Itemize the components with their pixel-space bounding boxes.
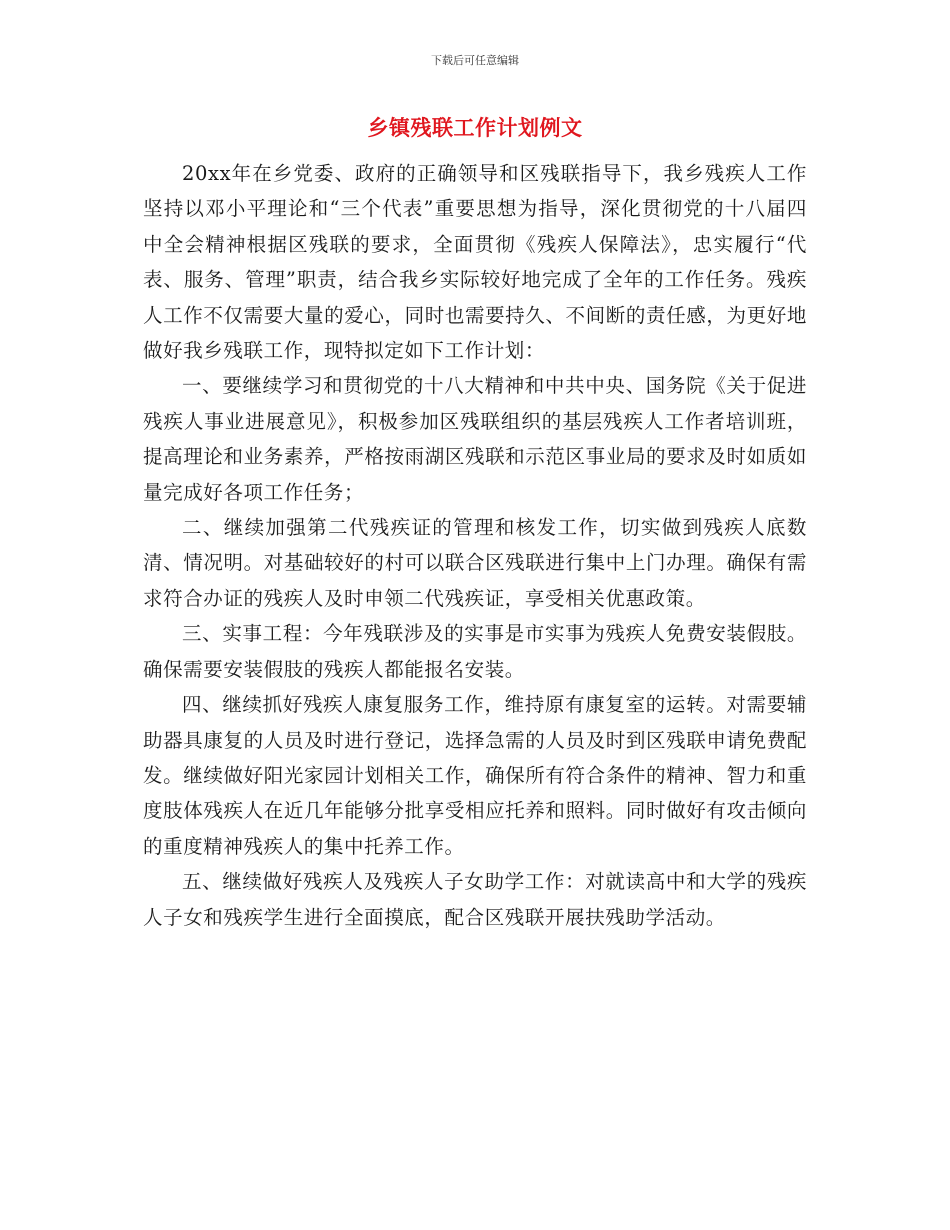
paragraph-item-3: 三、实事工程：今年残联涉及的实事是市实事为残疾人免费安装假肢。确保需要安装假肢的残疾人都能报名安装。 [143,622,807,681]
document-body [143,156,807,935]
document-title: 乡镇残联工作计划例文 [367,116,583,140]
paragraph-intro: 20xx年在乡党委、政府的正确领导和区残联指导下，我乡残疾人工作坚持以邓小平理论和“三个代表”重要思想为指导，深化贯彻党的十八届四中全会精神根据区残联的要求，全面贯彻《残疾人保障法》，忠实履行“代表、服务、管理”职责，结合我乡实际较好地完成了全年的工作任务。残疾人工作不仅需要大量的爱心，同时也需要持久、不间断的责任感，为更好地做好我乡残联工作，现特拟定如下工作计划： [143,162,807,363]
header-note: 下载后可任意编辑 [431,54,519,67]
paragraph-item-2: 二、继续加强第二代残疾证的管理和核发工作，切实做到残疾人底数清、情况明。对基础较好的村可以联合区残联进行集中上门办理。确保有需求符合办证的残疾人及时申领二代残疾证，享受相关优惠政策。 [143,516,807,610]
paragraph-item-1: 一、要继续学习和贯彻党的十八大精神和中共中央、国务院《关于促进残疾人事业进展意见》，积极参加区残联组织的基层残疾人工作者培训班，提高理论和业务素养，严格按雨湖区残联和示范区事业局的要求及时如质如量完成好各项工作任务； [143,374,807,504]
paragraph-item-4: 四、继续抓好残疾人康复服务工作，维持原有康复室的运转。对需要辅助器具康复的人员及时进行登记，选择急需的人员及时到区残联申请免费配发。继续做好阳光家园计划相关工作，确保所有符合条件的精神、智力和重度肢体残疾人在近几年能够分批享受相应托养和照料。同时做好有攻击倾向的重度精神残疾人的集中托养工作。 [143,693,807,858]
paragraph-item-5: 五、继续做好残疾人及残疾人子女助学工作：对就读高中和大学的残疾人子女和残疾学生进行全面摸底，配合区残联开展扶残助学活动。 [143,870,807,929]
